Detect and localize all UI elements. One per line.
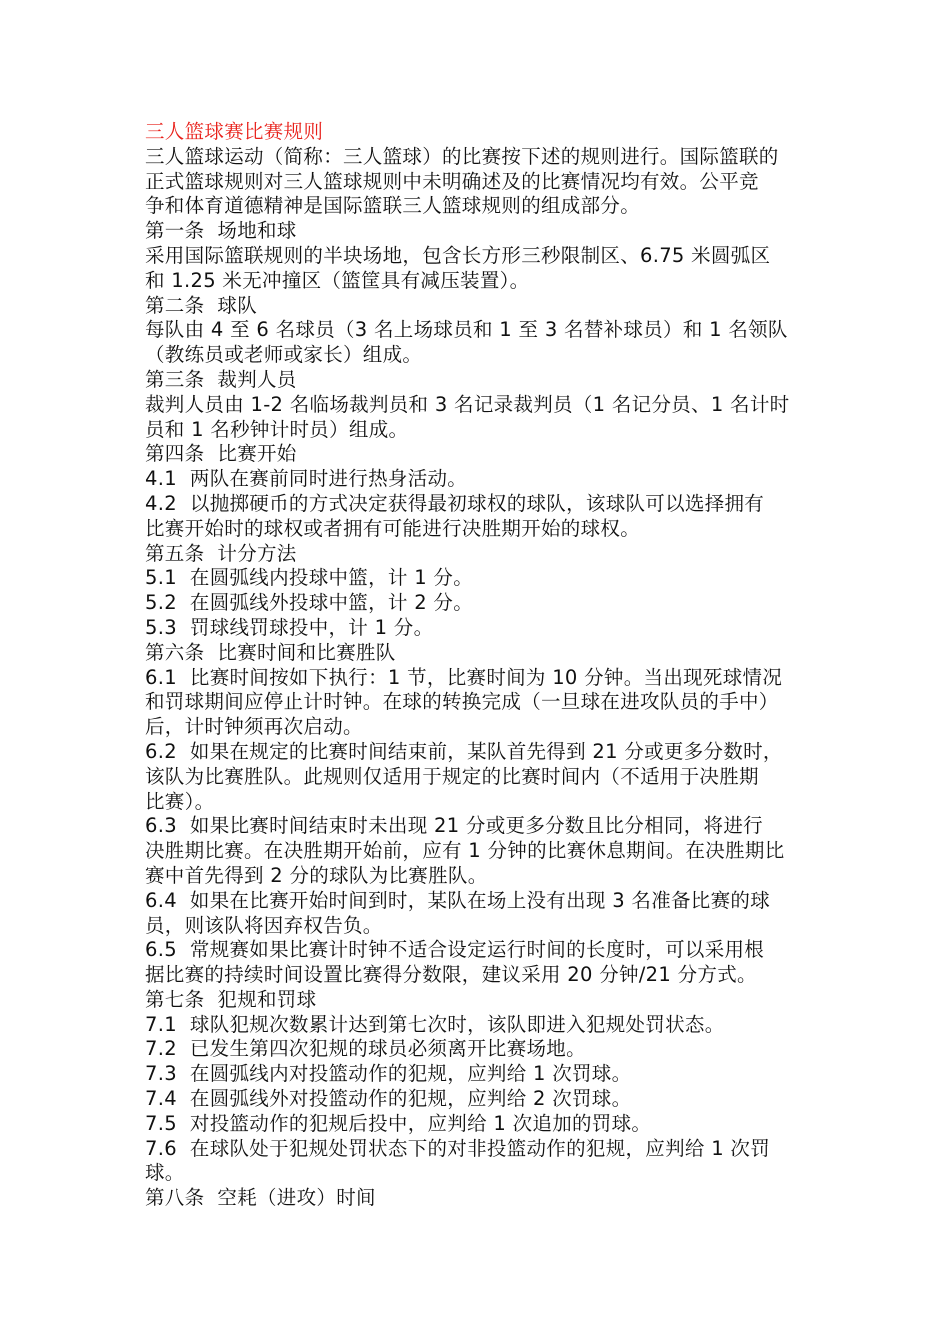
body-line: 正式篮球规则对三人篮球规则中未明确述及的比赛情况均有效。公平竞	[145, 169, 759, 193]
body-line: 三人篮球运动（简称：三人篮球）的比赛按下述的规则进行。国际篮联的	[145, 144, 779, 168]
section-heading: 第三条 裁判人员	[145, 367, 297, 391]
body-line: 6.3 如果比赛时间结束时未出现 21 分或更多分数且比分相同，将进行	[145, 814, 763, 838]
body-line: 员，则该队将因弃权告负。	[145, 913, 383, 937]
section-heading: 第六条 比赛时间和比赛胜队	[145, 640, 396, 664]
section-heading: 第七条 犯规和罚球	[145, 987, 317, 1011]
body-line: 决胜期比赛。在决胜期开始前，应有 1 分钟的比赛休息期间。在决胜期比	[145, 839, 785, 863]
body-line: 6.2 如果在规定的比赛时间结束前，某队首先得到 21 分或更多分数时，	[145, 739, 783, 763]
body-line: （教练员或老师或家长）组成。	[145, 343, 423, 367]
body-line: 采用国际篮联规则的半块场地，包含长方形三秒限制区、6.75 米圆弧区	[145, 243, 771, 267]
section-heading: 第五条 计分方法	[145, 541, 297, 565]
body-line: 7.3 在圆弧线内对投篮动作的犯规，应判给 1 次罚球。	[145, 1062, 632, 1086]
section-heading: 第一条 场地和球	[145, 219, 297, 243]
body-line: 7.2 已发生第四次犯规的球员必须离开比赛场地。	[145, 1037, 586, 1061]
body-line: 6.5 常规赛如果比赛计时钟不适合设定运行时间的长度时，可以采用根	[145, 938, 765, 962]
section-heading: 第二条 球队	[145, 293, 257, 317]
body-line: 球。	[145, 1161, 185, 1185]
section-heading: 第八条 空耗（进攻）时间	[145, 1186, 376, 1210]
body-line: 比赛）。	[145, 789, 215, 813]
document-page	[145, 120, 815, 1211]
body-line: 4.1 两队在赛前同时进行热身活动。	[145, 467, 468, 491]
body-line: 7.4 在圆弧线外对投篮动作的犯规，应判给 2 次罚球。	[145, 1087, 632, 1111]
body-line: 据比赛的持续时间设置比赛得分数限，建议采用 20 分钟/21 分方式。	[145, 963, 757, 987]
document-title: 三人篮球赛比赛规则	[145, 120, 324, 143]
body-line: 5.3 罚球线罚球投中，计 1 分。	[145, 615, 434, 639]
body-line: 比赛开始时的球权或者拥有可能进行决胜期开始的球权。	[145, 516, 641, 540]
body-line: 5.1 在圆弧线内投球中篮，计 1 分。	[145, 566, 474, 590]
body-line: 7.6 在球队处于犯规处罚状态下的对非投篮动作的犯规，应判给 1 次罚	[145, 1136, 771, 1160]
body-line: 6.1 比赛时间按如下执行：1 节，比赛时间为 10 分钟。当出现死球情况	[145, 665, 783, 689]
body-line: 6.4 如果在比赛开始时间到时，某队在场上没有出现 3 名准备比赛的球	[145, 888, 771, 912]
section-heading: 第四条 比赛开始	[145, 442, 297, 466]
body-line: 每队由 4 至 6 名球员（3 名上场球员和 1 至 3 名替补球员）和 1 名领队	[145, 318, 788, 342]
body-line: 赛中首先得到 2 分的球队为比赛胜队。	[145, 863, 488, 887]
body-line: 后，计时钟须再次启动。	[145, 715, 363, 739]
body-line: 裁判人员由 1-2 名临场裁判员和 3 名记录裁判员（1 名记分员、1 名计时	[145, 392, 790, 416]
body-line: 5.2 在圆弧线外投球中篮，计 2 分。	[145, 591, 474, 615]
body-line: 和罚球期间应停止计时钟。在球的转换完成（一旦球在进攻队员的手中）	[145, 690, 779, 714]
body-line: 7.1 球队犯规次数累计达到第七次时，该队即进入犯规处罚状态。	[145, 1012, 725, 1036]
body-line: 4.2 以抛掷硬币的方式决定获得最初球权的球队，该球队可以选择拥有	[145, 491, 765, 515]
document-body	[145, 145, 815, 1211]
body-line: 员和 1 名秒钟计时员）组成。	[145, 417, 409, 441]
body-line: 7.5 对投篮动作的犯规后投中，应判给 1 次追加的罚球。	[145, 1111, 652, 1135]
body-line: 该队为比赛胜队。此规则仅适用于规定的比赛时间内（不适用于决胜期	[145, 764, 759, 788]
body-line: 争和体育道德精神是国际篮联三人篮球规则的组成部分。	[145, 194, 641, 218]
body-line: 和 1.25 米无冲撞区（篮筐具有减压装置）。	[145, 268, 530, 292]
